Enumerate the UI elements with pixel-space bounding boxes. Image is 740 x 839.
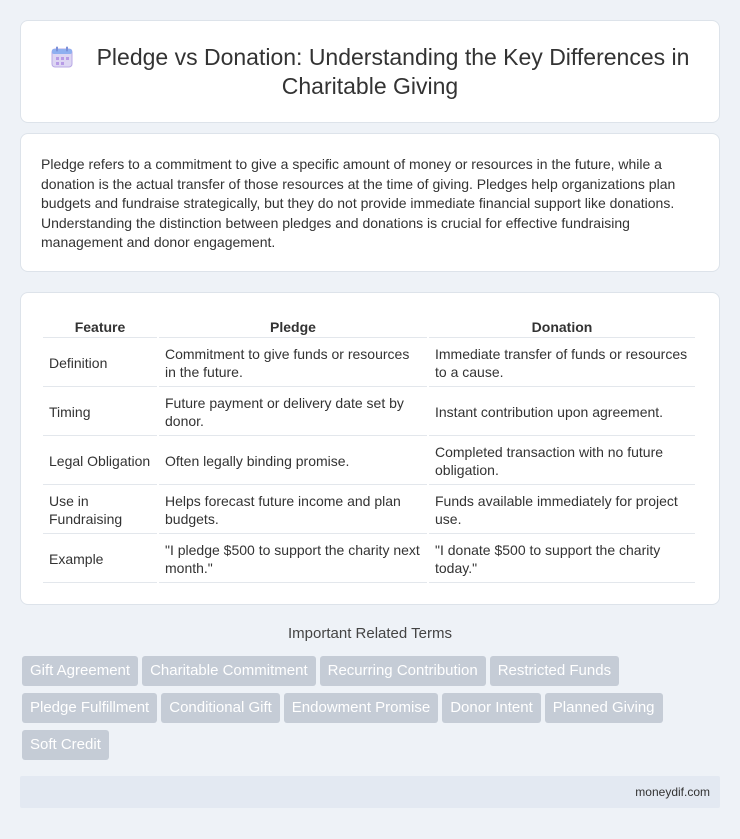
feature-cell: Use in Fundraising (43, 487, 157, 534)
tag-recurring-contribution[interactable]: Recurring Contribution (320, 656, 486, 686)
pledge-cell: Commitment to give funds or resources in the future. (159, 340, 427, 387)
feature-cell: Timing (43, 389, 157, 436)
table-header-row (43, 317, 695, 338)
table-row (43, 536, 695, 583)
feature-cell: Legal Obligation (43, 438, 157, 485)
table-row (43, 438, 695, 485)
intro-paragraph: Pledge refers to a commitment to give a specific amount of money or resources in the future, while a donation is the actual transfer of those resources at the time of giving. Pledges help organizations plan budgets and fundraise strategically, but they do not provide immediate financial support like donations. Understanding the distinction between pledges and donations is crucial for effective fundraising management and donor engagement. (41, 156, 676, 250)
title-wrap (21, 43, 719, 101)
tag-planned-giving[interactable]: Planned Giving (545, 693, 663, 723)
pledge-cell: Future payment or delivery date set by donor. (159, 389, 427, 436)
calendar-icon (51, 46, 73, 68)
tag-pledge-fulfillment[interactable]: Pledge Fulfillment (22, 693, 157, 723)
related-terms-title: Important Related Terms (288, 625, 452, 642)
header-card (20, 20, 720, 123)
donation-cell: Funds available immediately for project use. (429, 487, 695, 534)
page-title-text: Pledge vs Donation: Understanding the Key Differences in Charitable Giving (96, 44, 690, 99)
footer-site-link[interactable]: moneydif.com (635, 785, 710, 799)
table-row (43, 389, 695, 436)
feature-cell: Definition (43, 340, 157, 387)
tag-endowment-promise[interactable]: Endowment Promise (284, 693, 438, 723)
tag-donor-intent[interactable]: Donor Intent (442, 693, 541, 723)
tag-soft-credit[interactable]: Soft Credit (22, 730, 109, 760)
comparison-table (41, 315, 697, 585)
feature-cell: Example (43, 536, 157, 583)
related-terms-tags (22, 656, 722, 767)
header-pledge: Pledge (159, 317, 427, 338)
pledge-cell: Often legally binding promise. (159, 438, 427, 485)
comparison-card (20, 292, 720, 605)
donation-cell: Completed transaction with no future obligation. (429, 438, 695, 485)
tag-gift-agreement[interactable]: Gift Agreement (22, 656, 138, 686)
pledge-cell: "I pledge $500 to support the charity next month." (159, 536, 427, 583)
header-feature: Feature (43, 317, 157, 338)
donation-cell: "I donate $500 to support the charity today." (429, 536, 695, 583)
footer-bar (20, 776, 720, 808)
donation-cell: Instant contribution upon agreement. (429, 389, 695, 436)
table-row (43, 487, 695, 534)
donation-cell: Immediate transfer of funds or resources to a cause. (429, 340, 695, 387)
page-title (50, 43, 690, 101)
tag-restricted-funds[interactable]: Restricted Funds (490, 656, 619, 686)
pledge-cell: Helps forecast future income and plan budgets. (159, 487, 427, 534)
tag-charitable-commitment[interactable]: Charitable Commitment (142, 656, 316, 686)
intro-card (20, 133, 720, 272)
table-row (43, 340, 695, 387)
tag-conditional-gift[interactable]: Conditional Gift (161, 693, 280, 723)
header-donation: Donation (429, 317, 695, 338)
